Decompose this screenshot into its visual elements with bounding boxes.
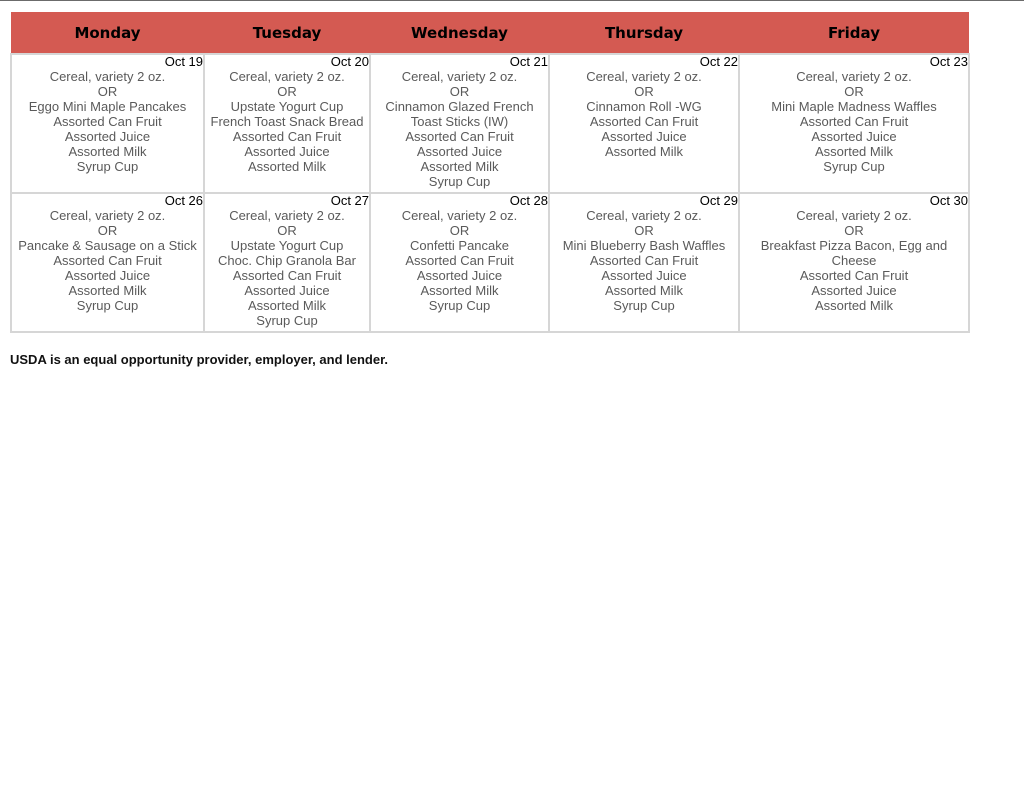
- menu-item: OR: [97, 223, 118, 238]
- menu-item: Syrup Cup: [76, 298, 139, 313]
- menu-item: Assorted Juice: [64, 129, 151, 144]
- menu-item: Syrup Cup: [256, 313, 318, 328]
- weekday-header-wednesday: Wednesday: [370, 12, 549, 54]
- menu-item: Assorted Can Fruit: [53, 114, 162, 129]
- weekday-header-thursday: Thursday: [549, 12, 739, 54]
- menu-item: OR: [634, 223, 654, 238]
- day-date: Oct 28: [509, 193, 548, 208]
- menu-item: Assorted Juice: [244, 283, 330, 298]
- menu-item: Cinnamon Roll -WG: [586, 99, 702, 114]
- menu-item: Cereal, variety 2 oz.: [586, 69, 702, 84]
- menu-item: Assorted Can Fruit: [589, 114, 699, 129]
- menu-item: Assorted Milk: [68, 283, 147, 298]
- menu-item: Assorted Juice: [416, 268, 503, 283]
- day-cell: [204, 54, 370, 193]
- menu-item: Assorted Milk: [247, 298, 327, 313]
- menu-item: Assorted Can Fruit: [53, 253, 162, 268]
- menu-item: French Toast Snack Bread: [210, 114, 364, 129]
- menu-item: Assorted Juice: [601, 268, 687, 283]
- day-cell: [549, 54, 739, 193]
- menu-item: Syrup Cup: [823, 159, 885, 174]
- menu-item: Syrup Cup: [428, 174, 491, 189]
- menu-item: Syrup Cup: [76, 159, 139, 174]
- menu-item: Cinnamon Glazed French Toast Sticks (IW): [385, 99, 534, 129]
- day-cell: [204, 193, 370, 332]
- menu-item: Assorted Milk: [814, 298, 894, 313]
- menu-item: Assorted Juice: [64, 268, 151, 283]
- day-cell: [11, 193, 204, 332]
- menu-item: OR: [844, 84, 864, 99]
- menu-item: Assorted Milk: [814, 144, 894, 159]
- weekday-header-row: [11, 12, 969, 54]
- menu-item: Syrup Cup: [613, 298, 675, 313]
- day-cell: [11, 54, 204, 193]
- menu-item: Assorted Milk: [420, 283, 499, 298]
- day-cell: [370, 54, 549, 193]
- weekday-header-tuesday: Tuesday: [204, 12, 370, 54]
- day-cell: [739, 54, 969, 193]
- day-date: Oct 27: [330, 193, 369, 208]
- menu-item: Assorted Can Fruit: [232, 129, 342, 144]
- menu-item: Cereal, variety 2 oz.: [49, 69, 166, 84]
- day-date: Oct 19: [164, 54, 203, 69]
- menu-item: Cereal, variety 2 oz.: [401, 69, 518, 84]
- menu-item: Assorted Juice: [244, 144, 330, 159]
- menu-item: Cereal, variety 2 oz.: [796, 208, 912, 223]
- menu-item: Assorted Milk: [247, 159, 327, 174]
- menu-item: Upstate Yogurt Cup: [230, 238, 344, 253]
- day-cell: [370, 193, 549, 332]
- menu-item: Assorted Can Fruit: [589, 253, 699, 268]
- week-row: [11, 54, 969, 193]
- menu-item: Assorted Milk: [604, 283, 684, 298]
- menu-item: Assorted Can Fruit: [799, 268, 909, 283]
- menu-item: Mini Blueberry Bash Waffles: [562, 238, 726, 253]
- menu-item: Confetti Pancake: [409, 238, 509, 253]
- usda-footer-notice: USDA is an equal opportunity provider, employer, and lender.: [10, 352, 389, 367]
- menu-item: Cereal, variety 2 oz.: [796, 69, 912, 84]
- menu-item: Choc. Chip Granola Bar: [217, 253, 356, 268]
- menu-item: Upstate Yogurt Cup: [230, 99, 344, 114]
- menu-item: Cereal, variety 2 oz.: [49, 208, 166, 223]
- day-date: Oct 23: [929, 54, 968, 69]
- day-date: Oct 21: [509, 54, 548, 69]
- menu-calendar: [10, 12, 970, 333]
- top-divider: [0, 0, 1024, 1]
- menu-item: Syrup Cup: [428, 298, 491, 313]
- menu-item: Assorted Juice: [416, 144, 503, 159]
- menu-item: Cereal, variety 2 oz.: [586, 208, 702, 223]
- menu-item: Assorted Juice: [601, 129, 687, 144]
- menu-item: OR: [844, 223, 864, 238]
- menu-item: Assorted Milk: [604, 144, 684, 159]
- menu-item: Cereal, variety 2 oz.: [229, 69, 345, 84]
- day-date: Oct 30: [929, 193, 968, 208]
- menu-item: Assorted Milk: [68, 144, 147, 159]
- week-row: [11, 193, 969, 332]
- menu-item: Cereal, variety 2 oz.: [401, 208, 518, 223]
- menu-item: OR: [634, 84, 654, 99]
- menu-item: OR: [97, 84, 118, 99]
- day-cell: [739, 193, 969, 332]
- menu-item: OR: [449, 223, 470, 238]
- menu-item: OR: [277, 223, 297, 238]
- menu-item: Assorted Can Fruit: [799, 114, 909, 129]
- weekday-header-monday: Monday: [11, 12, 204, 54]
- menu-item: Mini Maple Madness Waffles: [771, 99, 937, 114]
- day-date: Oct 29: [699, 193, 738, 208]
- menu-item: Assorted Juice: [811, 129, 897, 144]
- menu-item: Assorted Can Fruit: [232, 268, 342, 283]
- weekday-header-friday: Friday: [739, 12, 969, 54]
- menu-body: [11, 54, 969, 332]
- menu-item: Breakfast Pizza Bacon, Egg and Cheese: [760, 238, 948, 268]
- menu-item: OR: [449, 84, 470, 99]
- menu-item: Assorted Milk: [420, 159, 499, 174]
- menu-item: Assorted Can Fruit: [405, 253, 514, 268]
- menu-item: Eggo Mini Maple Pancakes: [28, 99, 187, 114]
- menu-item: OR: [277, 84, 297, 99]
- day-cell: [549, 193, 739, 332]
- menu-item: Assorted Can Fruit: [405, 129, 514, 144]
- menu-item: Pancake & Sausage on a Stick: [18, 238, 197, 253]
- day-date: Oct 22: [699, 54, 738, 69]
- day-date: Oct 26: [164, 193, 203, 208]
- day-date: Oct 20: [330, 54, 369, 69]
- menu-item: Cereal, variety 2 oz.: [229, 208, 345, 223]
- menu-item: Assorted Juice: [811, 283, 897, 298]
